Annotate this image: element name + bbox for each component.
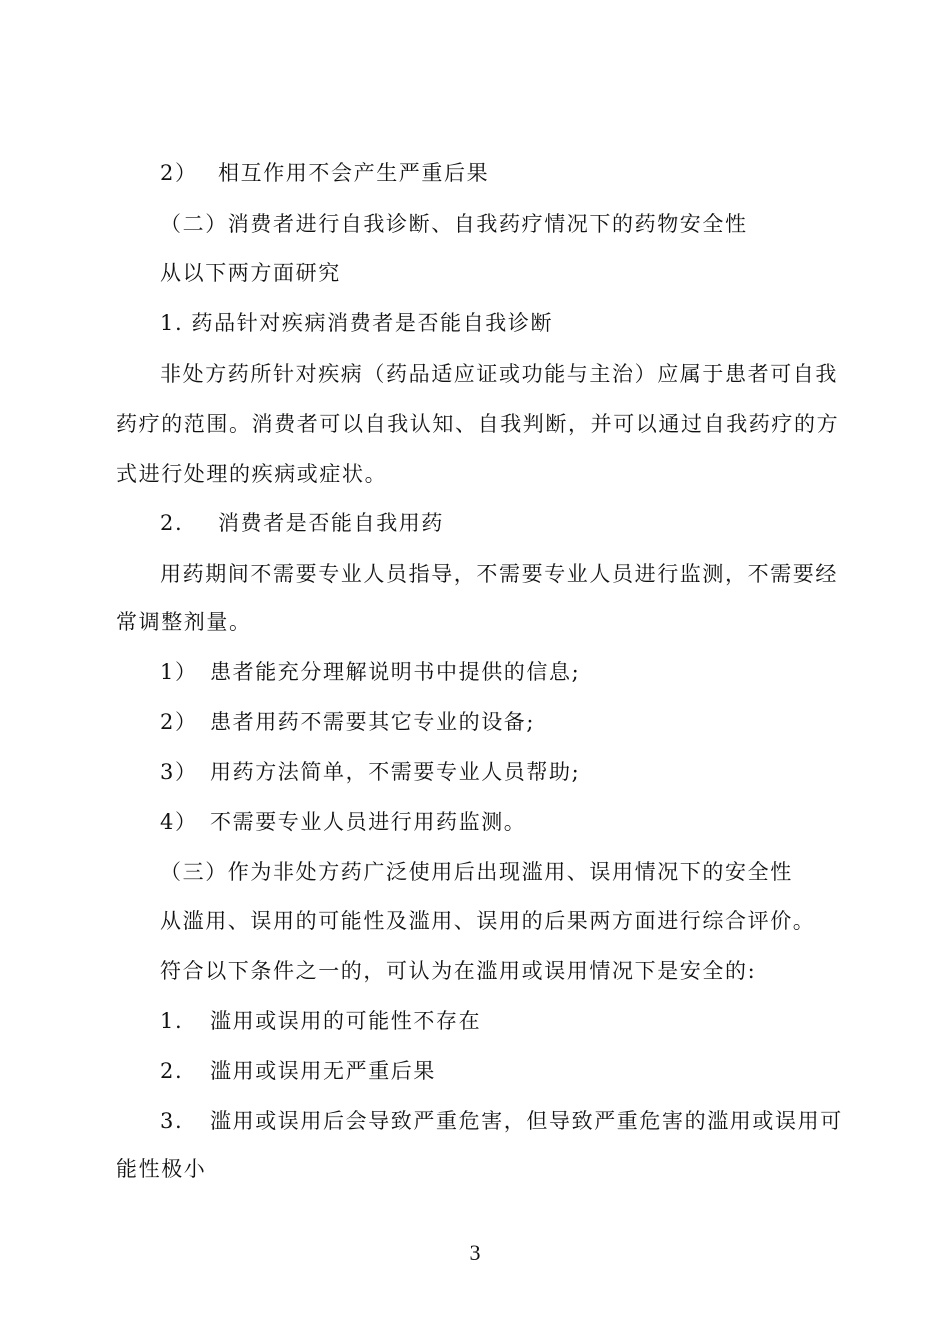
list-text: 相互作用不会产生严重后果 xyxy=(218,161,490,185)
paragraph: 药疗的范围。消费者可以自我认知、自我判断，并可以通过自我药疗的方 xyxy=(116,412,840,436)
list-item xyxy=(160,1006,481,1036)
list-text: 患者能充分理解说明书中提供的信息; xyxy=(210,660,581,684)
list-number: 2. xyxy=(160,1059,184,1083)
list-item xyxy=(160,657,580,687)
list-number: 3） xyxy=(160,760,198,784)
list-text: 不需要专业人员进行用药监测。 xyxy=(210,810,527,834)
section-heading: （二）消费者进行自我诊断、自我药疗情况下的药物安全性 xyxy=(160,212,748,236)
list-number: 3. xyxy=(160,1109,184,1133)
list-number: 1. xyxy=(160,1009,184,1033)
list-item xyxy=(160,707,535,737)
paragraph: 符合以下条件之一的，可认为在滥用或误用情况下是安全的: xyxy=(160,959,757,983)
list-item xyxy=(160,1106,843,1136)
paragraph: 用药期间不需要专业人员指导，不需要专业人员进行监测，不需要经 xyxy=(160,562,838,586)
list-text: 消费者是否能自我用药 xyxy=(218,511,444,535)
list-text: 用药方法简单，不需要专业人员帮助; xyxy=(210,760,581,784)
list-number: 2） xyxy=(160,161,198,185)
list-text: 滥用或误用后会导致严重危害，但导致严重危害的滥用或误用可 xyxy=(210,1109,843,1133)
paragraph: 式进行处理的疾病或症状。 xyxy=(116,462,388,486)
paragraph: 从滥用、误用的可能性及滥用、误用的后果两方面进行综合评价。 xyxy=(160,909,816,933)
list-item xyxy=(160,757,580,787)
paragraph: 常调整剂量。 xyxy=(116,610,252,634)
paragraph: 能性极小 xyxy=(116,1157,207,1181)
paragraph: 从以下两方面研究 xyxy=(160,261,341,285)
list-text: 滥用或误用的可能性不存在 xyxy=(210,1009,482,1033)
list-number: 4） xyxy=(160,810,198,834)
list-item xyxy=(160,807,526,837)
list-text: 滥用或误用无严重后果 xyxy=(210,1059,436,1083)
list-text: 患者用药不需要其它专业的设备; xyxy=(210,710,536,734)
list-number: 2. xyxy=(160,511,184,535)
list-item xyxy=(160,1056,436,1086)
list-number: 2） xyxy=(160,710,198,734)
list-number: 1） xyxy=(160,660,198,684)
paragraph: 非处方药所针对疾病（药品适应证或功能与主治）应属于患者可自我 xyxy=(160,362,838,386)
page-number: 3 xyxy=(469,1240,481,1265)
list-item xyxy=(160,158,489,188)
subsection-heading xyxy=(160,508,444,538)
subsection-heading: 1. 药品针对疾病消费者是否能自我诊断 xyxy=(160,311,554,335)
section-heading: （三）作为非处方药广泛使用后出现滥用、误用情况下的安全性 xyxy=(160,860,793,884)
